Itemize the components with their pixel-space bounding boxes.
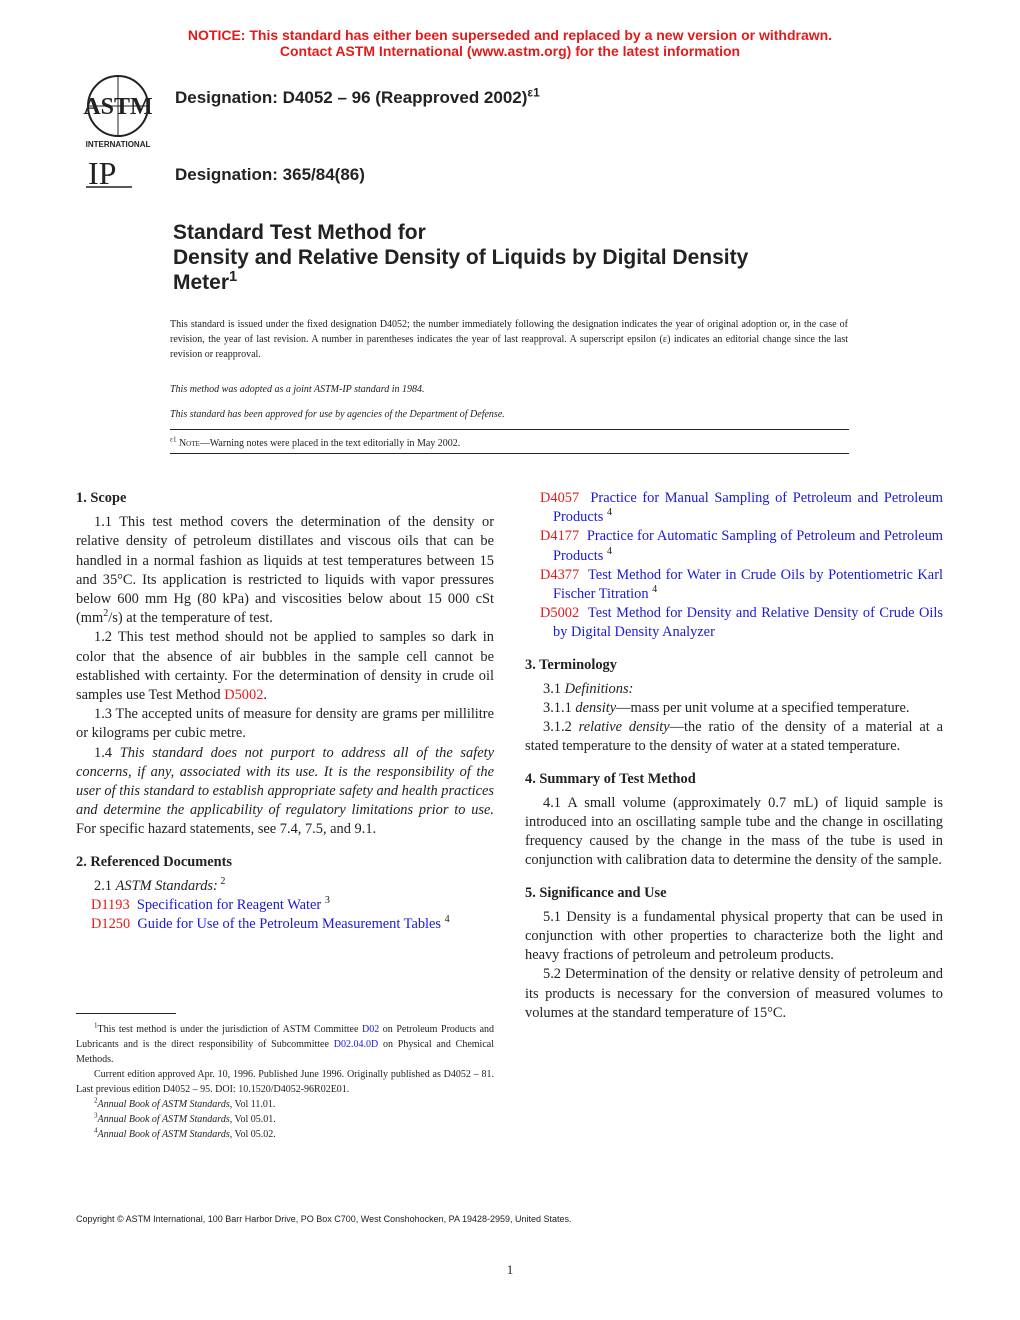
ref-item xyxy=(525,566,943,604)
preamble-issued: This standard is issued under the fixed designation D4052; the number immediately following the designation indicates the year of original adoption or, in the case of revision, the year of last revision. A number in parentheses indicates the year of last reapproval. A superscript epsilon (ε) indicates an editorial change since the last revision or reapproval. xyxy=(170,319,848,360)
para-1-1-sup: 2 xyxy=(103,608,109,620)
preamble-approved: This standard has been approved for use by agencies of the Department of Defense. xyxy=(170,409,505,420)
ref-code-d5002[interactable]: D5002 xyxy=(540,605,580,622)
ip-logo xyxy=(86,156,136,190)
ref-title-d1193[interactable]: Specification for Reagent Water xyxy=(136,897,322,914)
title-line-1: Standard Test Method for xyxy=(173,221,426,244)
editorial-note xyxy=(170,436,848,451)
para-3-1-1 xyxy=(525,699,943,718)
preamble-adopted: This method was adopted as a joint ASTM-IP standard in 1984. xyxy=(170,384,425,395)
para-1-4-num: 1.4 xyxy=(94,744,120,761)
para-3-1-1-num: 3.1.1 xyxy=(543,700,576,717)
ref-item xyxy=(76,896,494,915)
preamble-rule-top xyxy=(170,429,849,430)
ref-item xyxy=(76,915,494,934)
footnote-4-italic: Annual Book of ASTM Standards xyxy=(97,1129,230,1140)
footnote-2-sup: 2 xyxy=(94,1096,98,1105)
footnote-2-tail: , Vol 11.01. xyxy=(229,1099,276,1110)
para-3-1-2-text: —the ratio of the density of a material at a stated temperature to the density of water at a stated temperature. xyxy=(525,719,943,755)
ref-title-d4057[interactable]: Practice for Manual Sampling of Petroleum and Petroleum Products xyxy=(553,490,944,526)
para-3-1-2-num: 3.1.2 xyxy=(543,719,579,736)
refdocs-heading: 2. Referenced Documents xyxy=(76,853,232,870)
footnote-4-tail: , Vol 05.02. xyxy=(229,1129,276,1140)
astm-logo-text: ASTM xyxy=(83,94,153,120)
editorial-note-sup: ε1 xyxy=(170,435,177,444)
editorial-note-text: —Warning notes were placed in the text editorially in May 2002. xyxy=(199,438,461,449)
astm-logo xyxy=(76,72,160,150)
para-1-2 xyxy=(76,628,494,705)
significance-heading: 5. Significance and Use xyxy=(525,884,667,901)
notice-line-1: NOTICE: This standard has either been superseded and replaced by a new version or withdrawn. xyxy=(187,27,833,43)
left-column xyxy=(76,489,494,934)
ref-code-d4377[interactable]: D4377 xyxy=(540,566,580,583)
para-2-1-num: 2.1 xyxy=(94,877,116,894)
para-2-1-italic: ASTM Standards: xyxy=(115,877,218,894)
terminology-heading: 3. Terminology xyxy=(525,656,617,673)
ref-code-d1250[interactable]: D1250 xyxy=(91,916,131,933)
designation-primary xyxy=(175,85,540,108)
ip-logo-text: IP xyxy=(88,156,117,190)
footnote-2-italic: Annual Book of ASTM Standards xyxy=(97,1099,230,1110)
link-d5002[interactable]: D5002 xyxy=(224,687,264,704)
footnote-current-edition: Current edition approved Apr. 10, 1996. Published June 1996. Originally published as D4052 – 81. Last previous edition D4052 – 95. DOI: 10.1520/D4052-96R02E01. xyxy=(76,1069,494,1095)
ref-sup: 4 xyxy=(606,507,613,519)
para-1-2-end: . xyxy=(263,687,268,704)
footnote-1 xyxy=(76,1022,494,1067)
ref-title-d5002[interactable]: Test Method for Density and Relative Density of Crude Oils by Digital Density Analyzer xyxy=(553,605,943,641)
title-line-2: Density and Relative Density of Liquids by Digital Density xyxy=(173,246,749,269)
para-3-1-2 xyxy=(525,718,943,756)
para-1-1-text: 1.1 This test method covers the determination of the density or relative density of petroleum distillates and viscous oils that can be handled in a normal fashion as liquids at test temperatures between 15 and 35°C. Its application is restricted to liquids with vapor pressures below 600 mm Hg (80 kPa) and viscosities below about 15 000 cSt (mm xyxy=(76,514,494,627)
ref-sup: 4 xyxy=(444,914,450,926)
footnote-1-text-b: on Petroleum Products and Lubricants and is the direct responsibility of Subcommittee xyxy=(76,1024,495,1050)
right-column xyxy=(525,489,943,1023)
preamble-rule-bottom xyxy=(170,453,849,454)
ref-item xyxy=(525,527,943,565)
link-d02[interactable]: D02 xyxy=(361,1024,380,1035)
para-2-1-sup: 2 xyxy=(217,876,226,888)
footnote-3 xyxy=(76,1112,494,1127)
footnote-4 xyxy=(76,1127,494,1142)
title-line-3 xyxy=(173,270,237,295)
footnote-1-text-c: on Physical and Chemical Methods. xyxy=(76,1039,494,1065)
footnote-2 xyxy=(76,1097,494,1112)
footnote-3-italic: Annual Book of ASTM Standards xyxy=(97,1114,230,1125)
footnote-1-text-a: This test method is under the jurisdiction of ASTM Committee xyxy=(97,1024,362,1035)
para-3-1-num: 3.1 xyxy=(543,680,565,697)
para-1-2-text: 1.2 This test method should not be applied to samples so dark in color that the absence of air bubbles in the sample cell cannot be established with certainty. For the determination of density in crude oil samples use Test Method xyxy=(76,629,494,704)
copyright-line: Copyright © ASTM International, 100 Barr Harbor Drive, PO Box C700, West Conshohocken, PA 19428-2959, United States. xyxy=(76,1214,572,1224)
ref-sup: 3 xyxy=(324,895,330,907)
ref-title-d4377[interactable]: Test Method for Water in Crude Oils by Potentiometric Karl Fischer Titration xyxy=(553,566,943,603)
ref-sup: 4 xyxy=(606,545,613,557)
title-meter: Meter xyxy=(173,271,230,294)
para-1-4-tail: For specific hazard statements, see 7.4, 7.5, and 9.1. xyxy=(76,821,377,838)
footnote-rule xyxy=(76,1013,176,1014)
para-5-2: 5.2 Determination of the density or relative density of petroleum and its products is necessary for the conversion of measured volumes to volumes at the standard temperature of 15°C. xyxy=(525,966,943,1021)
designation-primary-sup: ε1 xyxy=(527,85,540,100)
para-3-1-1-text: —mass per unit volume at a specified temperature. xyxy=(616,700,910,717)
title-footnote-sup: 1 xyxy=(229,269,238,285)
astm-international-label: INTERNATIONAL xyxy=(85,140,151,149)
footnote-3-tail: , Vol 05.01. xyxy=(229,1114,276,1125)
summary-heading: 4. Summary of Test Method xyxy=(525,770,696,787)
footnotes xyxy=(76,1022,494,1142)
para-3-1-1-term: density xyxy=(575,700,617,717)
scope-heading: 1. Scope xyxy=(76,490,127,506)
para-1-3: 1.3 The accepted units of measure for density are grams per millilitre or kilograms per cubic metre. xyxy=(76,706,494,742)
ref-code-d1193[interactable]: D1193 xyxy=(91,897,130,914)
para-4-1: 4.1 A small volume (approximately 0.7 mL) of liquid sample is introduced into an oscillating sample tube and the change in oscillating frequency caused by the change in the mass of the tube is used in conjunction with calibration data to determine the density of the sample. xyxy=(525,794,943,869)
editorial-note-label: Note xyxy=(178,438,200,449)
ref-code-d4177[interactable]: D4177 xyxy=(540,528,580,545)
ref-item xyxy=(525,604,943,642)
para-3-1-2-term: relative density xyxy=(578,719,670,736)
para-3-1-italic: Definitions: xyxy=(564,680,634,697)
para-1-1-tail: /s) at the temperature of test. xyxy=(108,610,273,627)
notice-line-2: Contact ASTM International (www.astm.org) for the latest information xyxy=(279,43,741,59)
ref-item xyxy=(525,489,943,527)
designation-secondary: Designation: 365/84(86) xyxy=(175,165,365,184)
para-1-4-italic: This standard does not purport to address all of the safety concerns, if any, associated with its use. It is the responsibility of the user of this standard to establish appropriate safety and health practices and determine the applicability of regulatory limitations prior to use. xyxy=(76,744,494,819)
ref-title-d4177[interactable]: Practice for Automatic Sampling of Petroleum and Petroleum Products xyxy=(553,528,943,564)
ref-title-d1250[interactable]: Guide for Use of the Petroleum Measurement Tables xyxy=(137,916,442,933)
ref-sup: 4 xyxy=(652,584,658,596)
para-3-1 xyxy=(525,680,943,699)
designation-primary-text: Designation: D4052 – 96 (Reapproved 2002) xyxy=(175,88,528,107)
ref-code-d4057[interactable]: D4057 xyxy=(540,490,580,506)
para-1-1 xyxy=(76,513,494,628)
footnote-3-sup: 3 xyxy=(94,1111,98,1120)
footnote-4-sup: 4 xyxy=(94,1126,98,1135)
para-1-4 xyxy=(76,744,494,840)
footnote-1-sup: 1 xyxy=(94,1021,98,1030)
para-2-1 xyxy=(76,877,494,896)
para-5-1: 5.1 Density is a fundamental physical property that can be used in conjunction with other properties to characterize both the light and heavy fractions of petroleum and petroleum products. xyxy=(525,908,943,964)
link-d02-04-0d[interactable]: D02.04.0D xyxy=(333,1039,379,1050)
page-number: 1 xyxy=(506,1262,514,1277)
